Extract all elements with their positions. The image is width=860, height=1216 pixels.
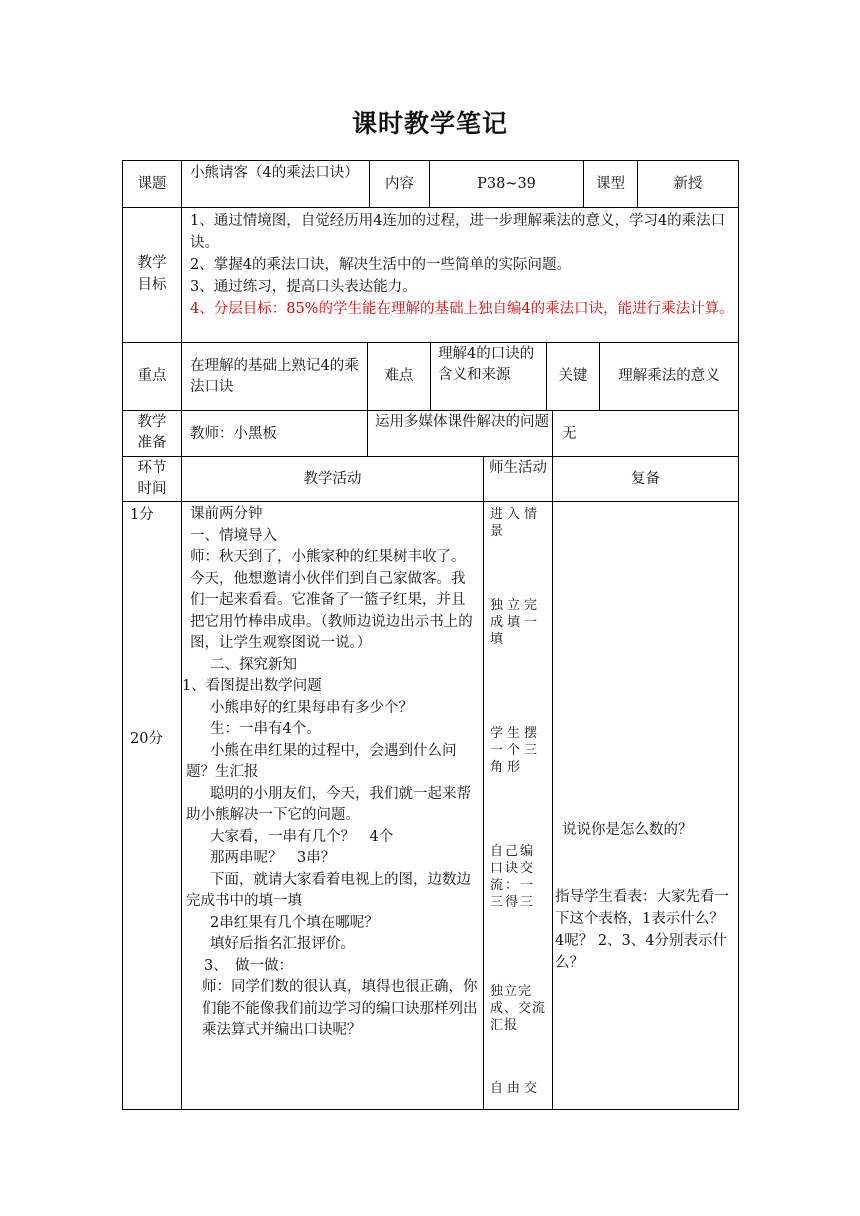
activity-line: 小熊在串红果的过程中，会遇到什么问题？生汇报: [186, 742, 457, 780]
activity-line: 小熊串好的红果每串有多少个？: [210, 699, 413, 716]
crux-header: 关键: [558, 368, 588, 384]
activity-line: 那两串呢？ 3串？: [210, 850, 336, 866]
activity-line: 一、情境导入: [190, 527, 277, 544]
prep-teacher: 教师：小黑板: [190, 426, 277, 442]
review-2: 指导学生看表：大家先看一下这个表格，1表示什么？ 4呢？ 2、3、4分别表示什么？: [555, 889, 729, 971]
content-header: 内容: [385, 176, 414, 192]
topic-header: 课题: [137, 176, 167, 192]
activity-line: 聪明的小朋友们，今天，我们就一起来帮助小熊解决一下它的问题。: [186, 785, 471, 823]
activity-line: 课前两分钟: [190, 506, 263, 522]
activity-header: 教学活动: [303, 471, 362, 487]
goal-layered: 4、分层目标：85%的学生能在理解的基础上独自编4的乘法口诀，能进行乘法计算。: [190, 301, 734, 317]
key-point-value: 在理解的基础上熟记4的乘法口诀: [190, 358, 359, 395]
activity-line: 1、看图提出数学问题: [182, 678, 322, 694]
activity-line: 师：秋天到了，小熊家种的红果树丰收了。今天，他想邀请小伙伴们到自己家做客。我们一起来看看。它准备了一篮子红果，并且把它用竹棒串成串。（教师边说边出示书上的图，让学生观察图说一说。）: [190, 549, 473, 651]
time-header: 环节时间: [137, 460, 167, 497]
prep-method: 运用多媒体课件解决的问题: [375, 414, 549, 430]
interact-3: 学生摆一个三角形: [490, 726, 542, 775]
difficulty-header: 难点: [384, 368, 414, 384]
page-title: 课时教学笔记: [351, 109, 508, 138]
interact-2: 独立完成填一填: [490, 598, 542, 647]
activity-line: 二、探究新知: [210, 656, 297, 673]
interact-5: 独立完成、交流汇报: [490, 984, 547, 1033]
crux-value: 理解乘法的意义: [618, 368, 720, 384]
activity-line: 大家看，一串有几个？ 4个: [210, 828, 394, 845]
goal-2: 2、掌握4的乘法口诀，解决生活中的一些简单的实际问题。: [190, 257, 571, 273]
goals-list: [190, 210, 734, 320]
interact-4: 自己编口诀交流：一三得三: [490, 844, 536, 910]
type-value: 新授: [673, 176, 703, 192]
prep-header: 教学准备: [137, 414, 167, 451]
activity-line: 2串红果有几个填在哪呢？: [210, 914, 379, 931]
activity-line: 生：一串有4个。: [210, 721, 321, 737]
review-header: 复备: [631, 471, 660, 487]
activity-line: 填好后指名汇报评价。: [210, 936, 355, 952]
time-1: 1分: [130, 507, 154, 523]
key-point-header: 重点: [137, 368, 167, 384]
activity-line: 3、 做一做：: [204, 957, 293, 974]
interact-1: 进入情景: [490, 507, 542, 539]
topic-value: 小熊请客（4的乘法口诀）: [190, 165, 359, 181]
interact-6: 自由交: [490, 1081, 542, 1096]
time-2: 20分: [130, 731, 163, 747]
interact-header: 师生活动: [489, 460, 547, 476]
difficulty-value: 理解4的口诀的含义和来源: [438, 346, 535, 383]
goal-3: 3、通过练习，提高口头表达能力。: [190, 279, 417, 295]
goal-1: 1、通过情境图，自觉经历用4连加的过程，进一步理解乘法的意义，学习4的乘法口诀。: [190, 213, 726, 251]
goals-header: 教学目标: [137, 255, 167, 293]
content-value: P38~39: [477, 176, 536, 192]
prep-none: 无: [562, 426, 577, 442]
activity-list: [182, 504, 479, 1042]
activity-line: 下面，就请大家看着电视上的图，边数边完成书中的填一填: [186, 871, 471, 909]
activity-line: 师：同学们数的很认真，填得也很正确，你们能不能像我们前边学习的编口诀那样列出乘法算式并编出口诀呢？: [202, 979, 478, 1038]
review-1: 说说你是怎么数的？: [562, 822, 693, 838]
type-header: 课型: [596, 176, 625, 192]
